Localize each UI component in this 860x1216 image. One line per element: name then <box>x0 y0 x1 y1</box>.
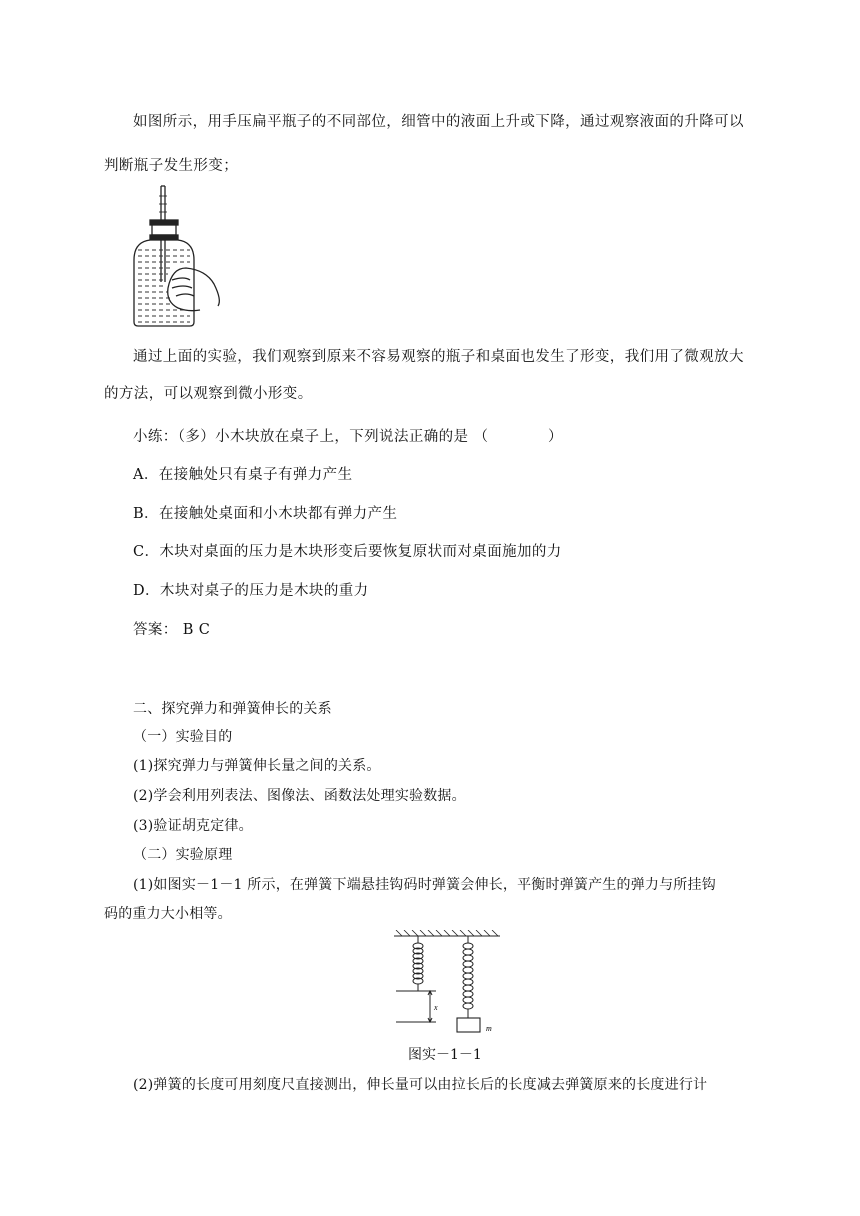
goal-item: (3)验证胡克定律。 <box>133 818 253 834</box>
principle-line: (1)如图实－1－1 所示，在弹簧下端悬挂钩码时弹簧会伸长，平衡时弹簧产生的弹力与所挂钩 <box>133 877 716 893</box>
bottle-figure <box>128 184 228 330</box>
paragraph-line: 判断瓶子发生形变； <box>104 158 239 174</box>
figure-label-m: m <box>486 1024 492 1033</box>
paragraph-line: 如图所示，用手压扁平瓶子的不同部位，细管中的液面上升或下降，通过观察液面的升降可以 <box>133 114 744 130</box>
exercise-option-d: D．木块对桌子的压力是木块的重力 <box>133 583 369 599</box>
principle-line: (2)弹簧的长度可用刻度尺直接测出，伸长量可以由拉长后的长度减去弹簧原来的长度进行计 <box>133 1077 708 1093</box>
principle-line: 码的重力大小相等。 <box>104 906 232 922</box>
goal-item: (1)探究弹力与弹簧伸长量之间的关系。 <box>133 758 381 774</box>
spring-figure <box>392 930 504 1036</box>
exercise-answer: 答案： B C <box>133 622 211 638</box>
figure-label-x: x <box>434 1003 438 1012</box>
subsection-title: （二）实验原理 <box>133 847 233 863</box>
paragraph-line: 通过上面的实验，我们观察到原来不容易观察的瓶子和桌面也发生了形变，我们用了微观放大 <box>133 349 744 365</box>
paragraph-line: 的方法，可以观察到微小形变。 <box>104 386 313 402</box>
exercise-question: 小练：（多）小木块放在桌子上，下列说法正确的是 （ ） <box>133 429 563 445</box>
exercise-option-a: A．在接触处只有桌子有弹力产生 <box>133 467 353 483</box>
goal-item: (2)学会利用列表法、图像法、函数法处理实验数据。 <box>133 788 466 804</box>
exercise-option-b: B．在接触处桌面和小木块都有弹力产生 <box>133 506 398 522</box>
figure-caption: 图实－1－1 <box>408 1047 482 1063</box>
subsection-title: （一）实验目的 <box>133 729 233 745</box>
section-title: 二、探究弹力和弹簧伸长的关系 <box>133 701 332 717</box>
exercise-option-c: C．木块对桌面的压力是木块形变后要恢复原状而对桌面施加的力 <box>133 544 562 560</box>
